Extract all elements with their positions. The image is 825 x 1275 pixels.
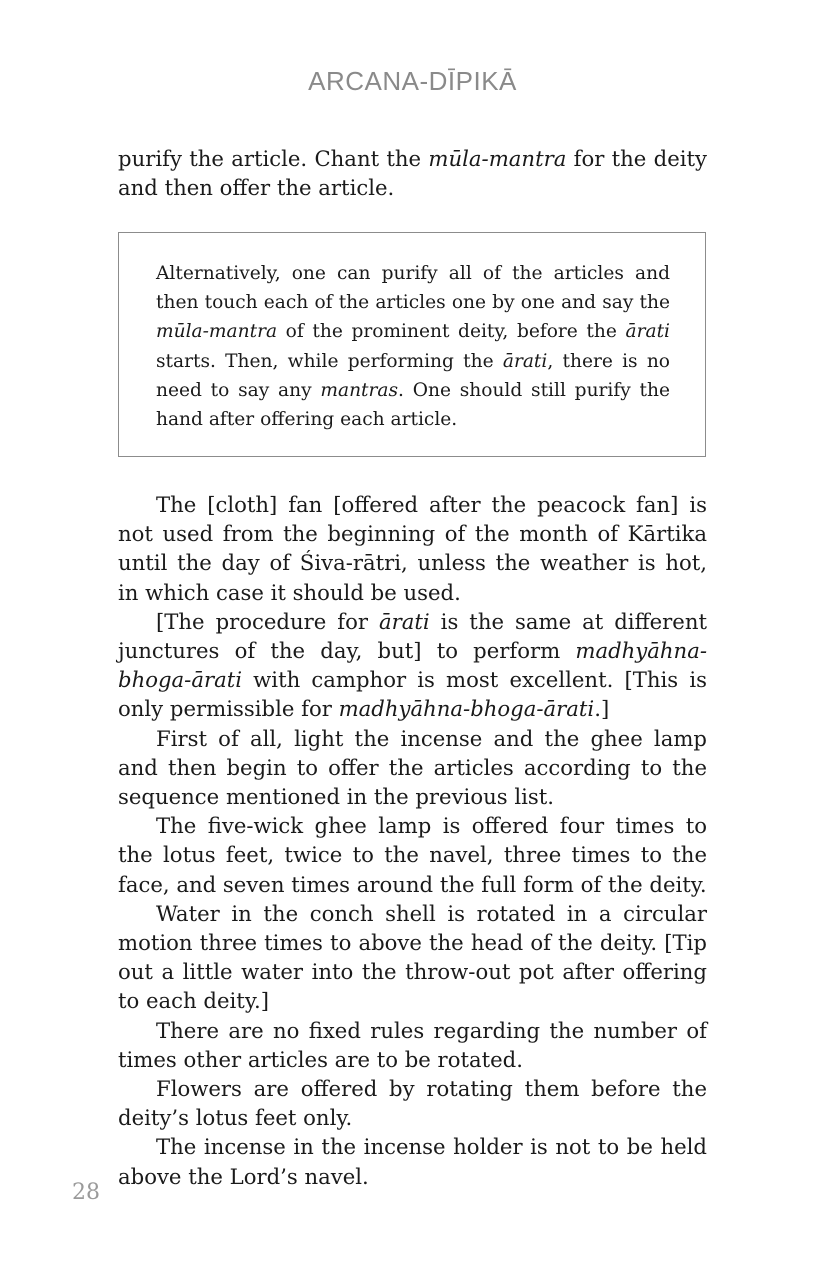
p2-term-3: madhyāhna-bhoga-ārati <box>338 696 595 722</box>
note-box <box>118 232 706 457</box>
note-text-5: . One should still purify the hand after offering each article. <box>156 379 670 431</box>
note-text-3: starts. Then, while performing the <box>156 350 503 372</box>
paragraph-conch-water: Water in the conch shell is rotated in a circular motion three times to above the head of the deity. [Tip out a little water into the throw-out pot after offering to each deity.] <box>118 900 707 1014</box>
p2-term-2: madhyāhna-bhoga-ārati <box>118 638 707 693</box>
paragraph-flowers: Flowers are offered by rotating them before the deity’s lotus feet only. <box>118 1076 707 1131</box>
lead-paragraph <box>118 144 707 202</box>
paragraph-ghee-lamp: The five-wick ghee lamp is offered four times to the lotus feet, twice to the navel, three times to the face, and seven times around the full form of the deity. <box>118 813 707 897</box>
paragraph-cloth-fan: The [cloth] fan [offered after the peacock fan] is not used from the beginning of the month of Kārtika until the day of Śiva-rātri, unless the weather is hot, in which case it should be used. <box>118 492 707 605</box>
lead-text-1: purify the article. Chant the <box>118 146 429 171</box>
note-text-1: Alternatively, one can purify all of the articles and then touch each of the articles one by one and say the <box>156 263 670 314</box>
p2-text-1: [The procedure for <box>156 608 379 634</box>
p2-term-1: ārati <box>379 608 430 634</box>
paragraph-rotation-rules: There are no fixed rules regarding the number of times other articles are to be rotated. <box>118 1017 707 1072</box>
page-number: 28 <box>72 1180 100 1205</box>
lead-text-2: for the deity and then offer the article. <box>118 146 707 201</box>
note-term-4: mantras <box>320 379 399 401</box>
note-text-4: , there is no need to say any <box>156 350 670 401</box>
note-text-2: of the prominent deity, before the <box>277 321 626 343</box>
paragraph-incense-holder: The incense in the incense holder is not to be held above the Lord’s navel. <box>118 1134 707 1189</box>
note-text <box>156 259 670 434</box>
note-term-1: mūla-mantra <box>156 321 278 343</box>
paragraph-arati-procedure <box>118 607 707 724</box>
body-text <box>118 490 707 1191</box>
paragraph-incense-lamp: First of all, light the incense and the ghee lamp and then begin to offer the articles according to the sequence mentioned in the previous list. <box>118 725 707 810</box>
lead-term: mūla-mantra <box>428 146 567 171</box>
p2-text-4: .] <box>594 696 610 722</box>
running-head: ARCANA-DĪPIKĀ <box>308 66 517 96</box>
note-term-3: ārati <box>502 350 548 372</box>
p2-text-2: is the same at different junctures of the day, but] to perform <box>118 608 707 664</box>
note-term-2: ārati <box>625 321 670 343</box>
p2-text-3: with camphor is most excellent. [This is only permissible for <box>118 667 707 722</box>
